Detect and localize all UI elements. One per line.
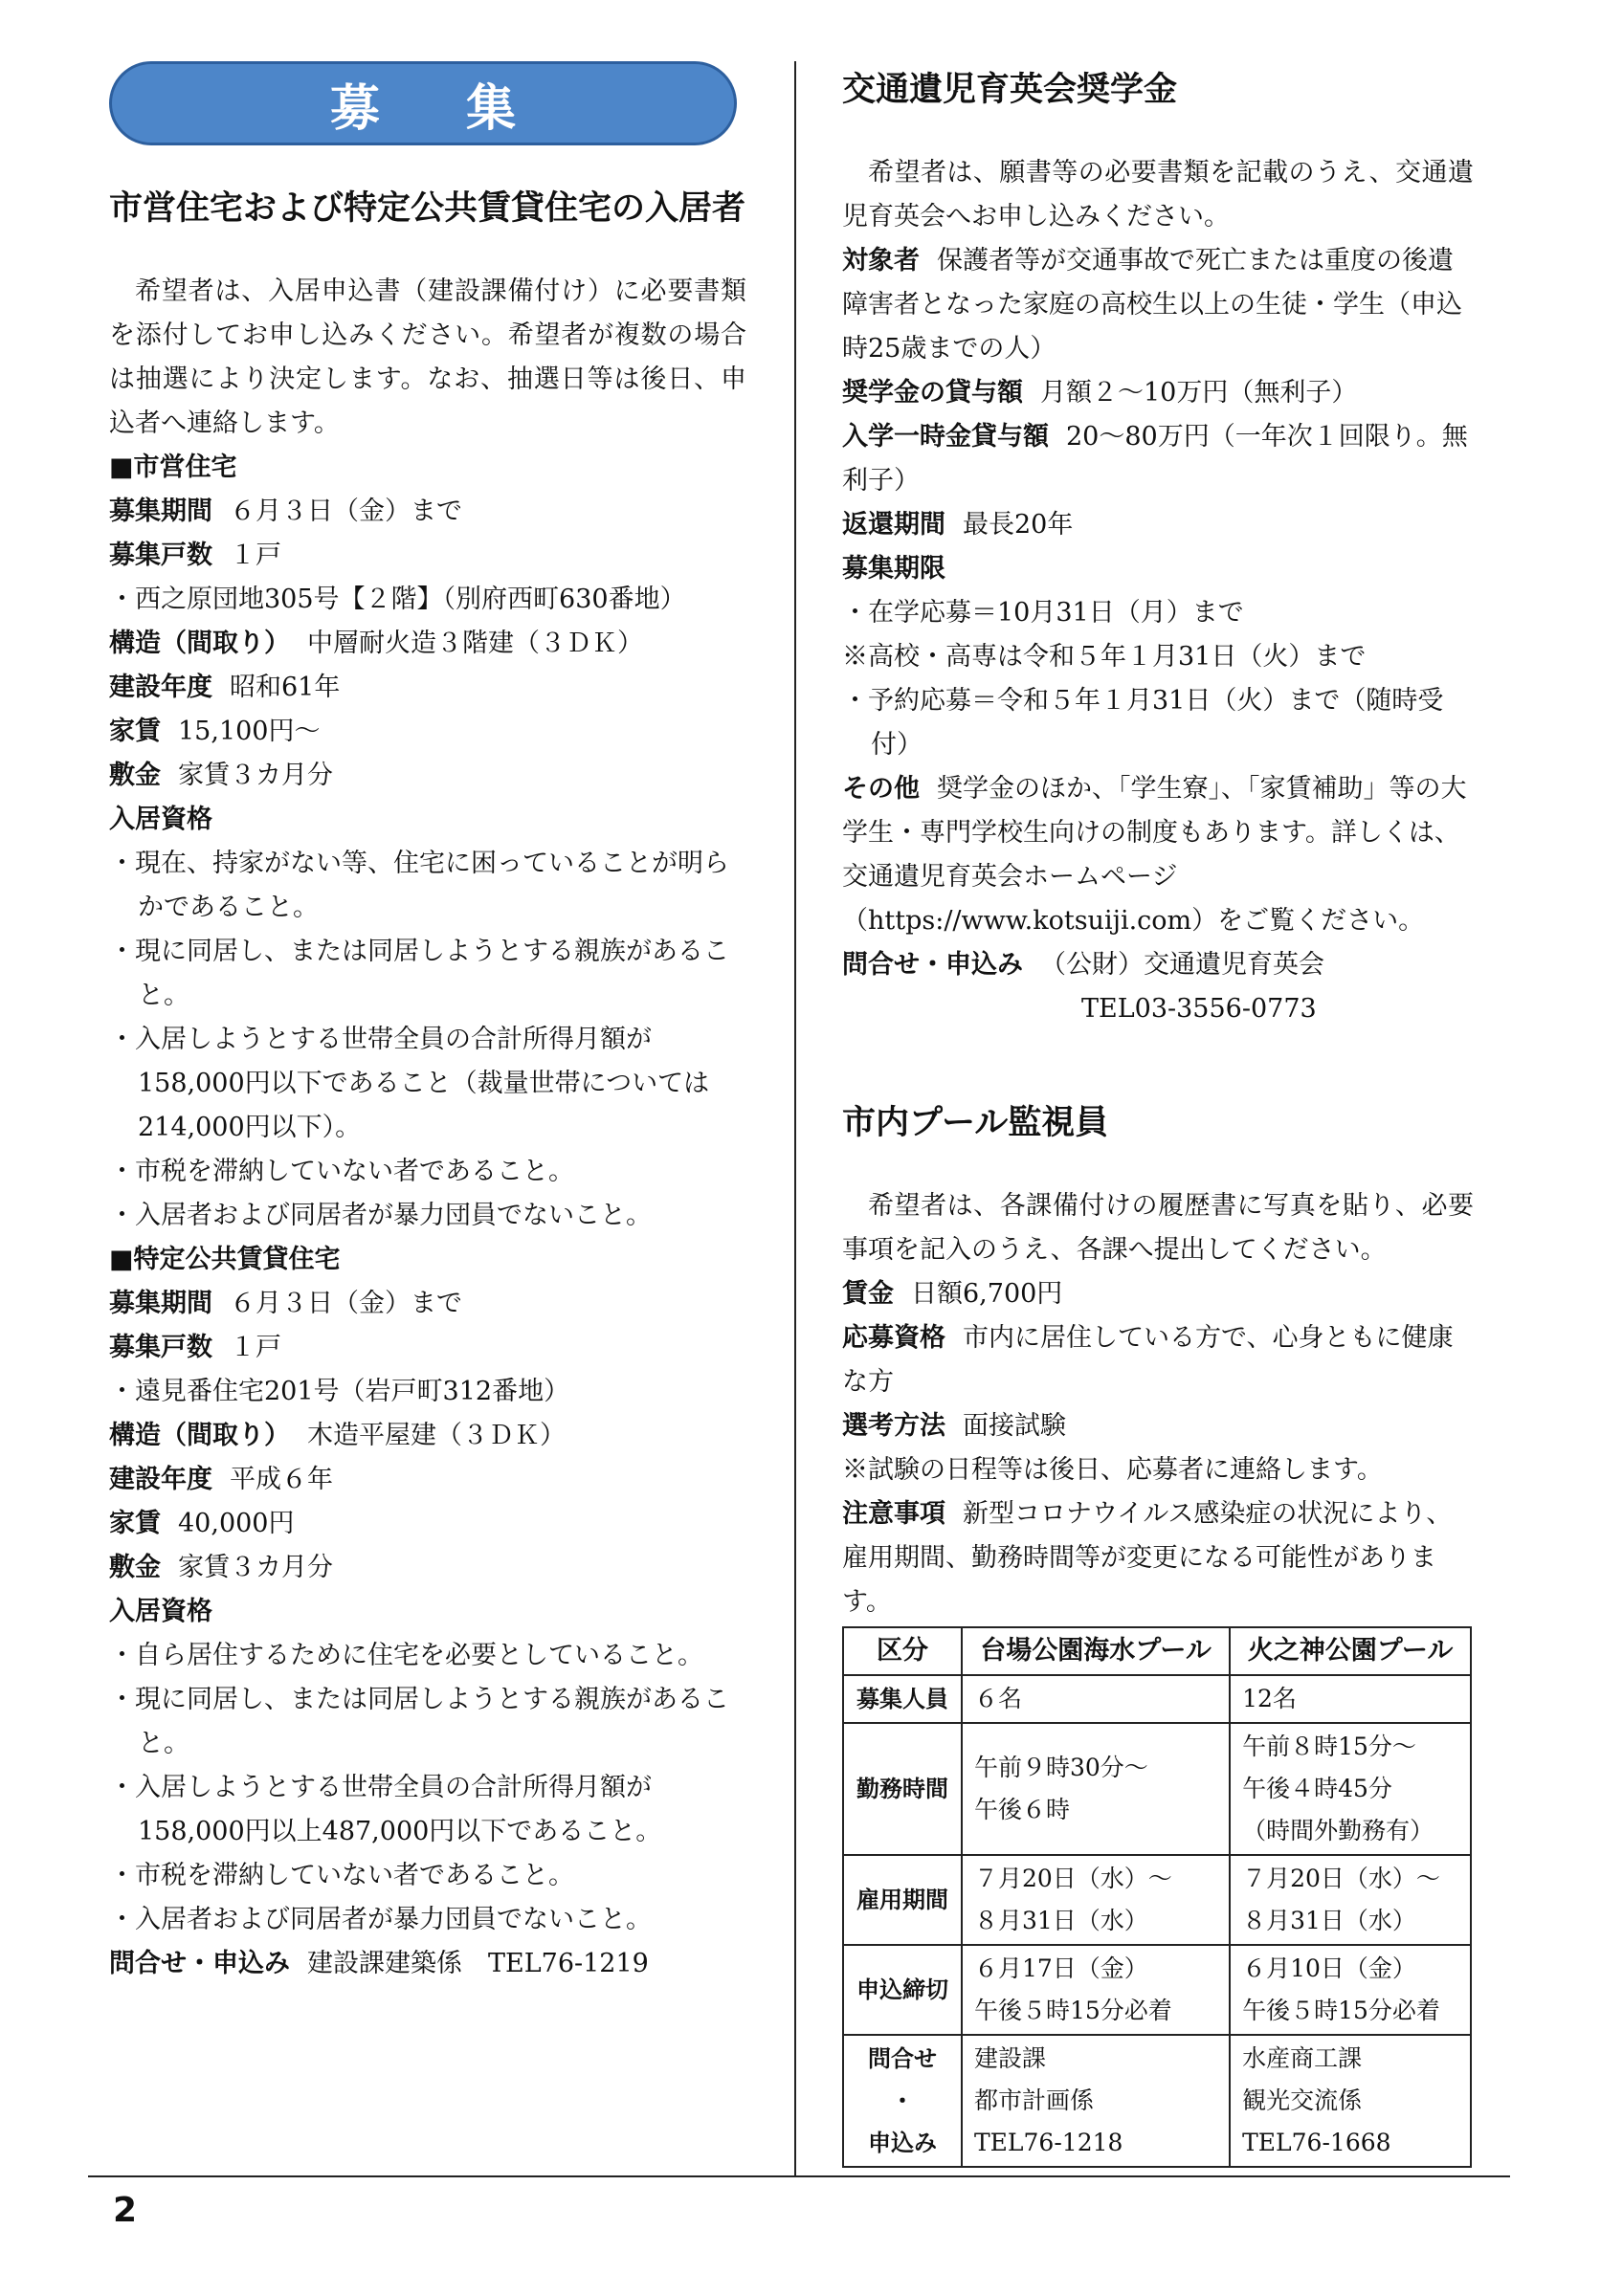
scholarship-item-value: 保護者等が交通事故で死亡または重度の後遺障害者となった家庭の高校生以上の生徒・学生（申込時25歳までの人） [842,246,1462,364]
special-item-label: 構造（間取り） [109,1421,290,1450]
pool-table-row-head: 申込締切 [843,1945,962,2035]
page-number: 2 [113,2191,138,2230]
scholarship-item [842,371,1474,415]
scholarship-deadline-label: 募集期限 [842,554,945,584]
municipal-item [109,710,746,754]
pool-intro: 希望者は、各課備付けの履歴書に写真を貼り、必要事項を記入のうえ、各課へ提出してください。 [842,1191,1474,1265]
pool-table-row-head: 雇用期間 [843,1855,962,1945]
pool-table-cell-line: TEL76-1668 [1242,2129,1391,2156]
pool-item-label: 選考方法 [842,1411,945,1441]
municipal-item-value: ６月３日（金）まで [230,497,462,526]
pool-table-cell-line: ６名 [974,1685,1023,1712]
special-item [109,1458,746,1502]
special-qual: ・入居者および同居者が暴力団員でないこと。 [109,1905,652,1934]
pool-item-value: 面接試験 [963,1411,1066,1441]
pool-table-cell-line: （時間外勤務有） [1242,1817,1434,1844]
special-item-value: 40,000円 [178,1509,295,1538]
pool-table-cell [962,1945,1230,2035]
pool-table-cell-line: ７月20日（水）～ [974,1865,1172,1892]
scholarship-items [842,239,1474,547]
special-qual-label: 入居資格 [109,1597,212,1626]
scholarship-item-value: 20～80万円（一年次１回限り。無利子） [842,422,1468,496]
special-item [109,1326,746,1370]
pool-table-cell [1230,1723,1471,1855]
pool-item-value: 日額6,700円 [911,1279,1063,1309]
pool-table-header: 火之神公園プール [1230,1627,1471,1675]
special-quals [109,1634,746,1942]
scholarship-item-value: 月額２～10万円（無利子） [1040,378,1358,408]
scholarship-item-label: 入学一時金貸与額 [842,422,1049,452]
municipal-qual: ・入居者および同居者が暴力団員でないこと。 [109,1201,652,1230]
pool-table-cell-line: 午前９時30分～ [974,1754,1148,1781]
scholarship-title: 交通遺児育英会奨学金 [842,71,1178,109]
pool-note: ※試験の日程等は後日、応募者に連絡します。 [842,1455,1383,1485]
municipal-item-label: 募集戸数 [109,541,212,570]
special-item-value: ６月３日（金）まで [230,1289,462,1318]
pool-caution-value: 新型コロナウイルス感染症の状況により、雇用期間、勤務時間等が変更になる可能性があります。 [842,1499,1453,1617]
municipal-item [109,534,746,578]
pool-table-body [843,1675,1471,2167]
pool-table-row-head: 問合せ ・ 申込み [843,2035,962,2167]
pool-item [842,1404,1474,1448]
municipal-item-label: 募集期間 [109,497,212,526]
pool-table-cell-line: 水産商工課 [1242,2044,1363,2072]
pool-table-cell-line: 都市計画係 [974,2086,1095,2114]
scholarship-intro: 希望者は、願書等の必要書類を記載のうえ、交通遺児育英会へお申し込みください。 [842,158,1474,232]
special-qual: ・入居しようとする世帯全員の合計所得月額が158,000円以上487,000円以下であること。 [109,1773,662,1846]
pool-table-cell [962,1723,1230,1855]
pool-item-label: 賃金 [842,1279,894,1309]
special-qual: ・自ら居住するために住宅を必要としていること。 [109,1641,703,1670]
pool-table-cell-line: TEL76-1218 [974,2129,1123,2156]
scholarship-other-label: その他 [842,774,920,804]
pool-table-row [843,1945,1471,2035]
scholarship-deadline: ・予約応募＝令和５年１月31日（火）まで（随時受付） [842,686,1444,760]
special-item-label: 募集期間 [109,1289,212,1318]
municipal-item [109,490,746,534]
pool-item [842,1316,1474,1404]
special-item [109,1370,746,1414]
pool-caution [842,1492,1474,1624]
scholarship-other-value: 奨学金のほか、「学生寮」、「家賃補助」等の大学生・専門学校生向けの制度もあります。詳しくは、交通遺児育英会ホームページ（https://www.kotsuiji.com）をご覧ください。 [842,774,1467,936]
pool-item-label: 応募資格 [842,1323,945,1353]
pool-table-cell-line: 建設課 [974,2044,1047,2072]
scholarship-item [842,415,1474,503]
pool-table-cell [1230,1675,1471,1723]
municipal-item-label: 構造（間取り） [109,629,290,658]
municipal-item-label: 建設年度 [109,673,212,702]
pool-table-row [843,1723,1471,1855]
special-items [109,1282,746,1590]
municipal-item-value: 家賃３カ月分 [178,761,333,790]
scholarship-item-label: 返還期間 [842,510,945,540]
special-item-label: 家賃 [109,1509,161,1538]
special-item-label: 敷金 [109,1553,161,1582]
municipal-qual-label: 入居資格 [109,805,212,834]
pool-table-row [843,1675,1471,1723]
pool-table-row [843,2035,1471,2167]
special-item-value: １戸 [230,1333,281,1362]
scholarship-contact [842,943,1474,987]
municipal-heading: ■市営住宅 [109,453,237,482]
municipal-item [109,754,746,798]
special-item-value: 木造平屋建（３ＤＫ） [307,1421,566,1450]
column-divider [794,61,796,2175]
pool-table-cell [962,1855,1230,1945]
scholarship-item [842,503,1474,547]
pool-table-cell-line: 12名 [1242,1685,1297,1712]
pool-table-cell-line: 午後６時 [974,1796,1071,1823]
special-heading: ■特定公共賃貸住宅 [109,1245,341,1274]
pool-item [842,1272,1474,1316]
pool-items [842,1272,1474,1448]
housing-contact-label: 問合せ・申込み [109,1949,290,1978]
scholarship-item [842,239,1474,371]
pool-table-row [843,1855,1471,1945]
municipal-item [109,666,746,710]
special-item [109,1414,746,1458]
footer-rule [88,2175,1510,2177]
pool-table-cell-line: ６月10日（金） [1242,1954,1416,1982]
municipal-item-value: 15,100円～ [178,717,321,746]
municipal-item-label: 敷金 [109,761,161,790]
special-item [109,1282,746,1326]
scholarship-item-value: 最長20年 [963,510,1074,540]
pool-table-cell [1230,1855,1471,1945]
municipal-qual: ・市税を滞納していない者であること。 [109,1157,574,1186]
municipal-qual: ・現に同居し、または同居しようとする親族があること。 [109,937,729,1010]
special-item [109,1546,746,1590]
scholarship-contact-tel: TEL03-3556-0773 [1081,994,1317,1024]
special-item-value: ・遠見番住宅201号（岩戸町312番地） [109,1377,570,1406]
municipal-qual: ・入居しようとする世帯全員の合計所得月額が158,000円以下であること（裁量世帯については214,000円以下）。 [109,1025,710,1142]
pool-table-cell [1230,2035,1471,2167]
pool-table-cell-line: ８月31日（水） [974,1907,1148,1934]
special-item-value: 平成６年 [230,1465,333,1494]
scholarship-deadline: ・在学応募＝10月31日（月）まで [842,598,1244,628]
special-qual: ・市税を滞納していない者であること。 [109,1861,574,1890]
scholarship-item-label: 対象者 [842,246,920,276]
pool-table-cell-line: ６月17日（金） [974,1954,1148,1982]
pool-table [842,1626,1472,2168]
housing-intro: 希望者は、入居申込書（建設課備付け）に必要書類を添付してお申し込みください。希望者が複数の場合は抽選により決定します。なお、抽選日等は後日、申込者へ連絡します。 [109,276,746,438]
pool-table-cell-line: 午前８時15分～ [1242,1733,1416,1760]
pool-table-row-head: 勤務時間 [843,1723,962,1855]
left-column [109,61,746,1986]
pool-table-cell-line: 午後４時45分 [1242,1775,1392,1802]
pool-caution-label: 注意事項 [842,1499,945,1529]
pool-table-cell [962,1675,1230,1723]
housing-contact-value: 建設課建築係 TEL76-1219 [307,1949,649,1978]
scholarship-contact-label: 問合せ・申込み [842,950,1023,980]
pool-table-cell [1230,1945,1471,2035]
pool-table-row-head: 募集人員 [843,1675,962,1723]
municipal-item-value: ・西之原団地305号【２階】（別府西町630番地） [109,585,686,614]
pool-table-header-row [843,1627,1471,1675]
pool-table-cell-line: 午後５時15分必着 [974,1997,1172,2024]
municipal-item-value: 昭和61年 [230,673,341,702]
pool-title: 市内プール監視員 [842,1104,1109,1142]
special-item-label: 建設年度 [109,1465,212,1494]
pool-item-value: 市内に居住している方で、心身ともに健康な方 [842,1323,1454,1397]
pool-table-cell-line: 観光交流係 [1242,2086,1363,2114]
pool-table-cell-line: ８月31日（水） [1242,1907,1416,1934]
scholarship-deadline: ※高校・高専は令和５年１月31日（火）まで [842,642,1367,672]
pool-table-cell-line: 午後５時15分必着 [1242,1997,1440,2024]
municipal-items [109,490,746,798]
municipal-item [109,622,746,666]
special-item-value: 家賃３カ月分 [178,1553,333,1582]
pool-table-cell-line: ７月20日（水）～ [1242,1865,1440,1892]
housing-contact [109,1942,746,1986]
right-column [842,61,1474,2168]
special-qual: ・現に同居し、または同居しようとする親族があること。 [109,1685,729,1758]
scholarship-deadlines [842,591,1474,767]
housing-title: 市営住宅および特定公共賃貸住宅の入居者 [109,189,746,228]
municipal-item-value: 中層耐火造３階建（３ＤＫ） [307,629,643,658]
scholarship-item-label: 奨学金の貸与額 [842,378,1023,408]
pool-table-cell [962,2035,1230,2167]
municipal-item-label: 家賃 [109,717,161,746]
scholarship-contact-value: （公財）交通遺児育英会 [1040,950,1324,980]
pool-table-header: 台場公園海水プール [962,1627,1230,1675]
municipal-quals [109,842,746,1238]
municipal-item [109,578,746,622]
scholarship-other [842,767,1474,943]
special-item-label: 募集戸数 [109,1333,212,1362]
municipal-qual: ・現在、持家がない等、住宅に困っていることが明らかであること。 [109,849,729,922]
recruitment-banner: 募集 [109,61,737,145]
municipal-item-value: １戸 [230,541,281,570]
special-item [109,1502,746,1546]
pool-table-header: 区分 [843,1627,962,1675]
